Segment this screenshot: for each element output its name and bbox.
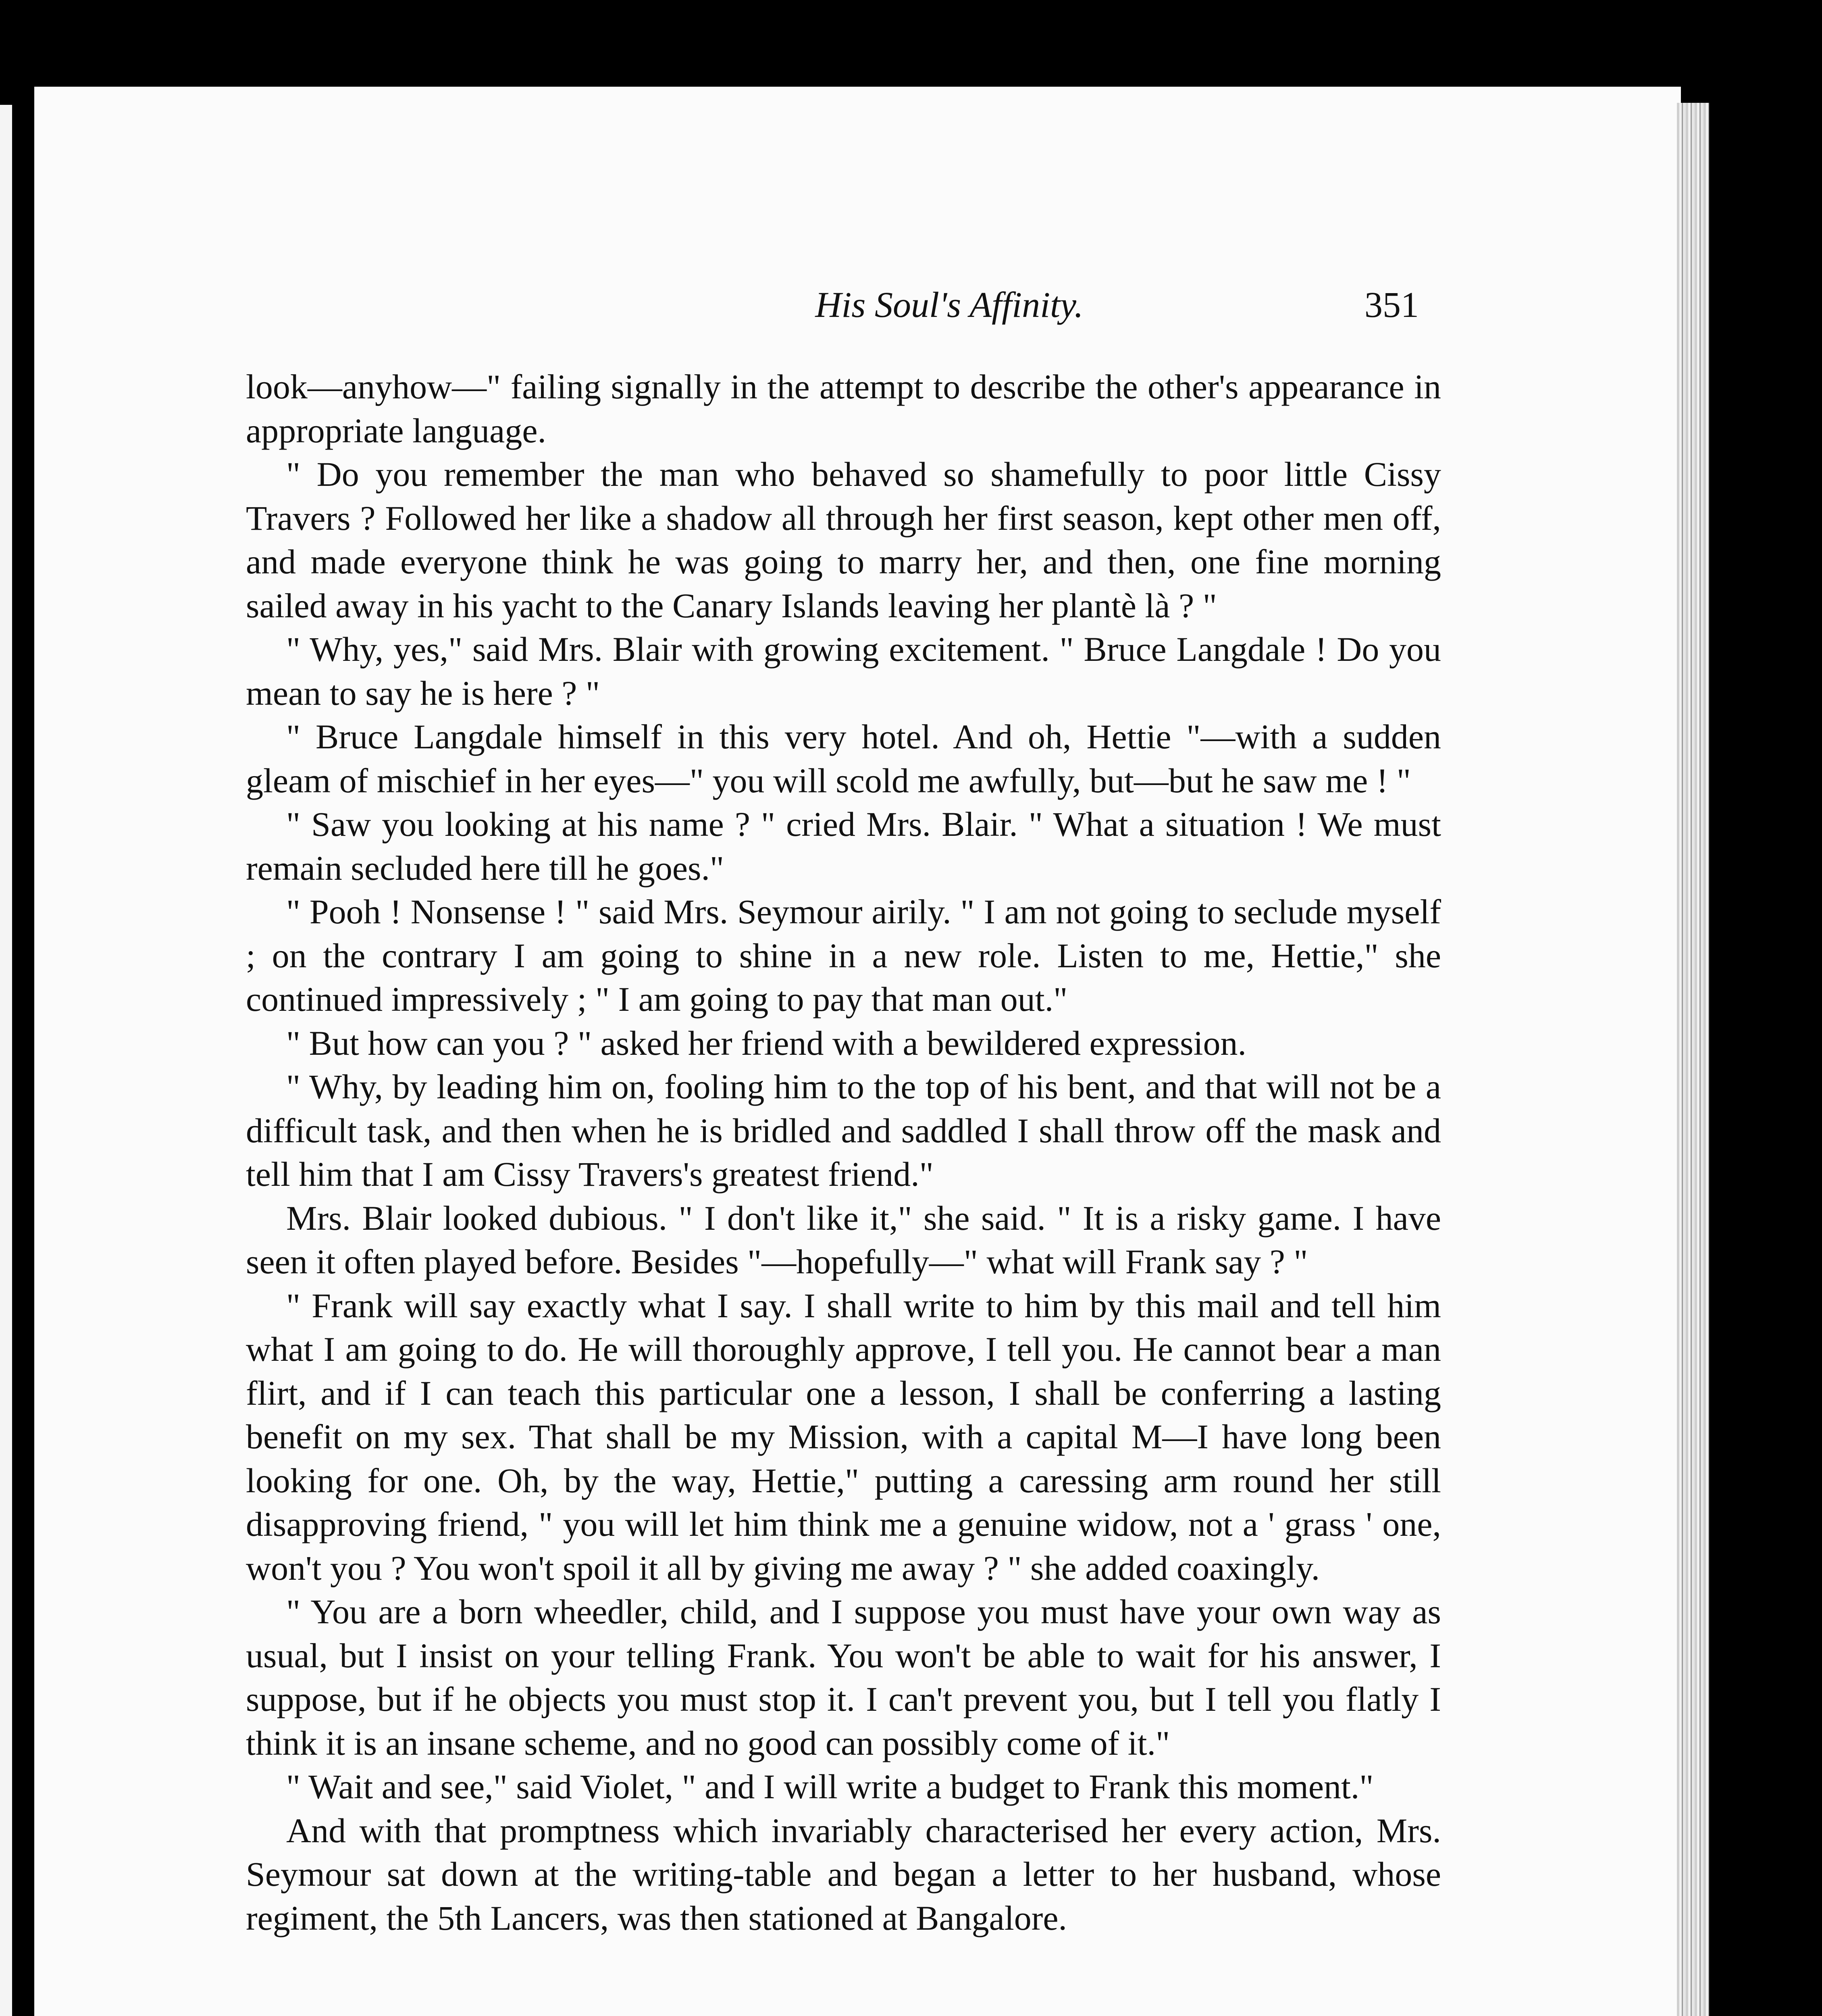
paragraph: And with that promptness which invariably characterised her every action, Mrs. Seymour sat down at the writing-table and began a letter to her husband, whose regiment, the 5th Lancers, was then stationed at Bangalore. [246, 1811, 1441, 1937]
paragraph: " Bruce Langdale himself in this very hotel. And oh, Hettie "—with a sudden gleam of mischief in her eyes—" you will scold me awfully, but—but he saw me ! " [246, 717, 1441, 800]
paragraph: " But how can you ? " asked her friend with a bewildered expression. [286, 1023, 1246, 1062]
paragraph: " Frank will say exactly what I say. I shall write to him by this mail and tell him what I am going to do. He will thoroughly approve, I tell you. He cannot bear a man flirt, and if I can teach this particular one a lesson, I shall be conferring a lasting benefit on my sex. That shall be my Mission, with a capital M—I have long been looking for one. Oh, by the way, Hettie," putting a caressing arm round her still disapproving friend, " you will let him think me a genuine widow, not a ' grass ' one, won't you ? You won't spoil it all by giving me away ? " she added coaxingly. [246, 1286, 1441, 1587]
paragraph: " Why, yes," said Mrs. Blair with growing excitement. " Bruce Langdale ! Do you mean to say he is here ? " [246, 630, 1441, 712]
paragraph: " Saw you looking at his name ? " cried Mrs. Blair. " What a situation ! We must remain secluded here till he goes." [246, 805, 1441, 887]
body-text [246, 365, 1441, 1940]
paragraph: " Why, by leading him on, fooling him to the top of his bent, and that will not be a difficult task, and then when he is bridled and saddled I shall throw off the mask and tell him that I am Cissy Travers's greatest friend." [246, 1067, 1441, 1193]
paragraph: " Do you remember the man who behaved so shamefully to poor little Cissy Travers ? Followed her like a shadow all through her first season, kept other men off, and made everyone think he was going to marry her, and then, one fine morning sailed away in his yacht to the Canary Islands leaving her plantè là ? " [246, 455, 1441, 625]
page-stack-edge [1677, 103, 1709, 2016]
page-number: 351 [1364, 285, 1419, 325]
paragraph: " Wait and see," said Violet, " and I will write a budget to Frank this moment." [286, 1767, 1374, 1806]
paragraph: " Pooh ! Nonsense ! " said Mrs. Seymour airily. " I am not going to seclude myself ; on the contrary I am going to shine in a new role. Listen to me, Hettie," she continued impressively ; " I am going to pay that man out." [246, 892, 1441, 1018]
paragraph: Mrs. Blair looked dubious. " I don't like it," she said. " It is a risky game. I have seen it often played before. Besides "—hopefully—" what will Frank say ? " [246, 1198, 1441, 1281]
running-title: His Soul's Affinity. [815, 285, 1084, 325]
paragraph: " You are a born wheedler, child, and I suppose you must have your own way as usual, but I insist on your telling Frank. You won't be able to wait for his answer, I suppose, but if he objects you must stop it. I can't prevent you, but I tell you flatly I think it is an insane scheme, and no good can possibly come of it." [246, 1592, 1441, 1762]
adjacent-page-edge [0, 105, 12, 2016]
paragraph: look—anyhow—" failing signally in the attempt to describe the other's appearance in appropriate language. [246, 367, 1441, 450]
